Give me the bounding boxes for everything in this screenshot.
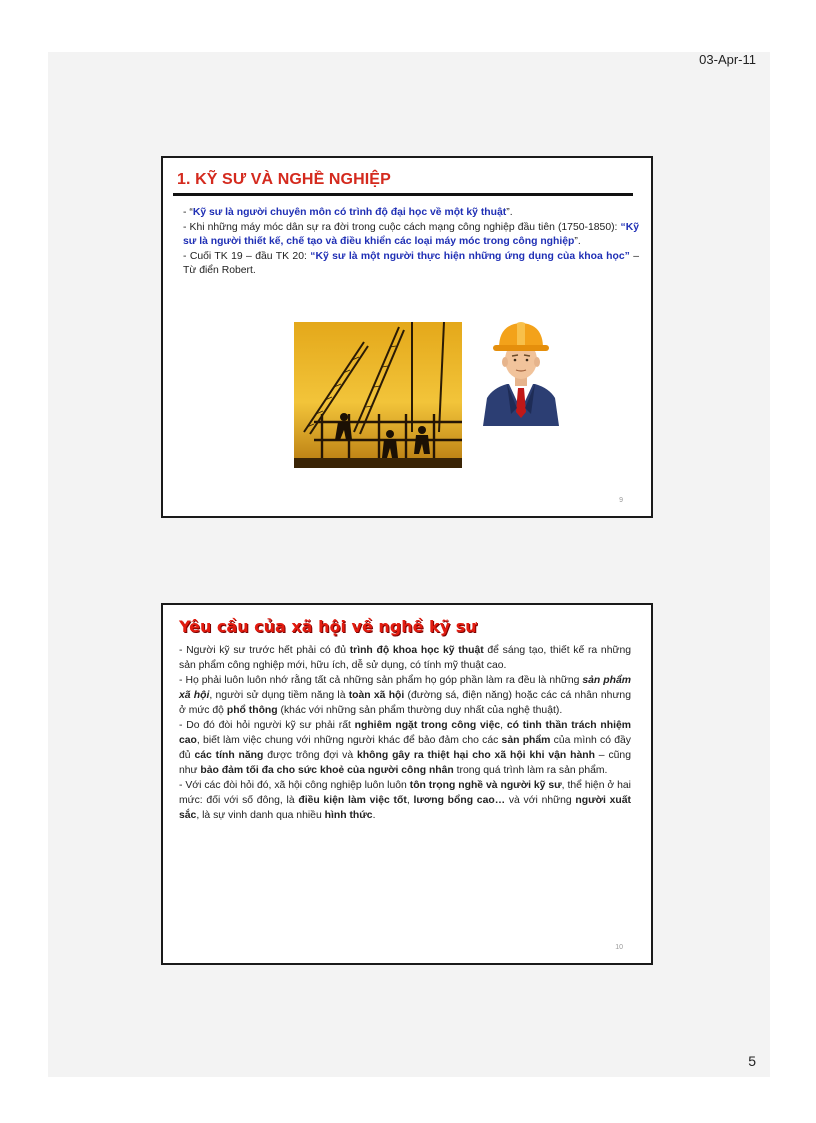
engineer-avatar-image: [481, 318, 561, 426]
paragraph-1: - Người kỹ sư trước hết phải có đủ trình độ khoa học kỹ thuật để sáng tạo, thiết kế ra những sản phẩm công nghiệp mới, hữu ích, dễ sử dụng, có tính mỹ thuật cao.: [179, 645, 631, 671]
slide-body: [179, 643, 631, 823]
definition-2: - Khi những máy móc dân sự ra đời trong cuộc cách mạng công nghiệp đầu tiên (1750-1850): “Kỹ sư là người thiết kế, chế tạo và điều khiển các loại máy móc trong công nghiệp”.: [183, 221, 639, 248]
slide-10: [161, 603, 653, 965]
slide-number: 10: [615, 944, 623, 951]
slide-9: [161, 156, 653, 518]
paragraph-2: - Họ phải luôn luôn nhớ rằng tất cả những sản phẩm họ góp phần làm ra đều là những sản phẩm xã hội, người sử dụng tiềm năng là toàn xã hội (đường sá, điện năng) hoặc các cá nhân nhưng ở mức độ phổ thông (khác với những sản phẩm thường duy nhất của nghệ thuật).: [179, 675, 631, 716]
header-date: 03-Apr-11: [699, 52, 756, 67]
page-number: 5: [748, 1053, 756, 1069]
construction-site-image: [294, 322, 462, 468]
definition-1: - “Kỹ sư là người chuyên môn có trình độ đại học về một kỹ thuật”.: [183, 207, 513, 218]
title-underline: [173, 193, 633, 196]
slide-title: Yêu cầu của xã hội về nghề kỹ sư: [179, 617, 477, 636]
paragraph-4: - Với các đòi hỏi đó, xã hội công nghiệp luôn luôn tôn trọng nghề và người kỹ sư, thể hiện ở hai mức: đối với số đông, là điều kiện làm việc tốt, lương bổng cao… và với những người xuất sắc, là sự vinh danh qua nhiều hình thức.: [179, 780, 631, 821]
slide-body: [183, 206, 639, 279]
slide-title: 1. KỸ SƯ VÀ NGHỀ NGHIỆP: [177, 171, 391, 188]
paragraph-3: - Do đó đòi hỏi người kỹ sư phải rất nghiêm ngặt trong công việc, có tinh thần trách nhiệm cao, biết làm việc chung với những người khác để bảo đảm cho các sản phẩm của mình có đầy đủ các tính năng được trông đợi và không gây ra thiệt hại cho xã hội khi vận hành – cũng như bảo đảm tối đa cho sức khoẻ của người công nhân trong quá trình làm ra sản phẩm.: [179, 720, 631, 776]
definition-3: - Cuối TK 19 – đầu TK 20: “Kỹ sư là một người thực hiện những ứng dụng của khoa học” – Từ điển Robert.: [183, 250, 639, 277]
slide-number: 9: [619, 497, 623, 504]
